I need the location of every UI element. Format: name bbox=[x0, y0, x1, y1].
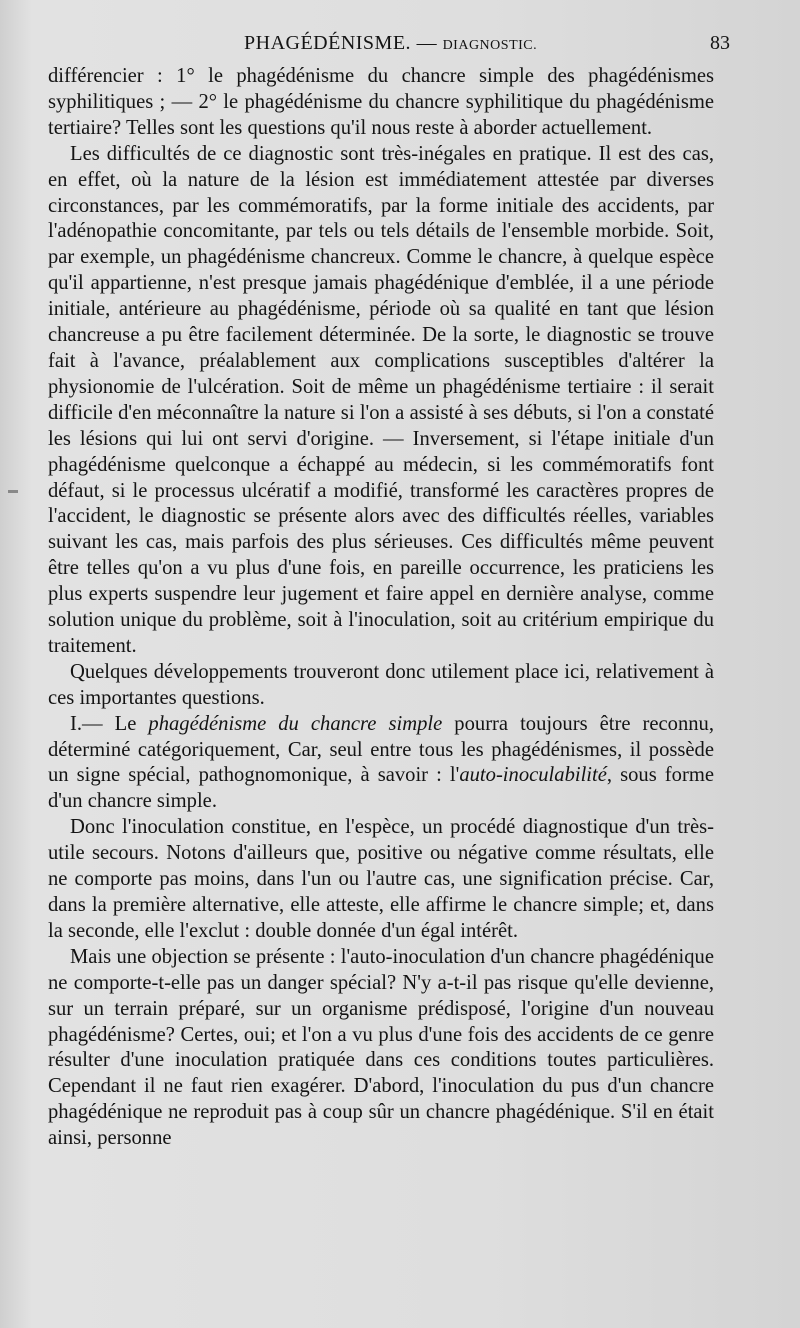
running-title-main: PHAGÉDÉNISME. bbox=[244, 32, 412, 54]
paragraph bbox=[48, 660, 714, 712]
margin-mark bbox=[8, 490, 18, 493]
running-title-subtitle: DIAGNOSTIC. bbox=[442, 38, 538, 53]
italic-text: auto-inoculabilité bbox=[459, 764, 607, 787]
paragraph bbox=[48, 142, 714, 660]
running-title-dash: — bbox=[411, 32, 443, 54]
paragraph bbox=[48, 712, 714, 816]
page-number: 83 bbox=[710, 32, 730, 54]
running-header bbox=[48, 30, 730, 60]
paragraph bbox=[48, 815, 714, 945]
paragraph-text: Les difficultés de ce diagnostic sont très-inégales en pratique. Il est des cas, en effet, où la nature de la lésion est immédiatement attestée par diverses circonstances, par les commémoratifs, par la forme initiale des accidents, par l'adénopathie concomitante, par tels ou tels détails de l'ensemble morbide. Soit, par exemple, un phagédénisme chancreux. Comme le chancre, à quelque espèce qu'il appartienne, n'est presque jamais phagédénique d'emblée, il a une période initiale, antérieure au phagédénisme, période où sa qualité en tant que lésion chancreuse a pu être facilement déterminée. De la sorte, le diagnostic se trouve fait à l'avance, préalablement aux complications susceptibles d'altérer la physionomie de l'ulcération. Soit de même un phagédénisme tertiaire : il serait difficile d'en méconnaître la nature si l'on a assisté à ses débuts, si l'on a constaté les lésions qui lui ont servi d'origine. — Inversement, si l'étape initiale d'un phagédénisme quelconque a échappé au médecin, si les commémoratifs font défaut, si le processus ulcératif a modifié, transformé les caractères propres de l'accident, le diagnostic se présente alors avec des difficultés réelles, variables suivant les cas, mais parfois des plus sérieuses. Ces difficultés même peuvent être telles qu'on a vu plus d'une fois, en pareille occurrence, les praticiens les plus experts suspendre leur jugement et faire appel en dernière analyse, comme solution unique du problème, soit à l'inoculation, soit au critérium empirique du traitement. bbox=[48, 142, 714, 657]
paragraph-text: I.— Le bbox=[70, 712, 149, 735]
paragraph-text: pourra toujours être reconnu, déterminé catégoriquement, Car, seul entre tous les phagédénismes, il possède un signe spécial, pathognomonique, à savoir : l' bbox=[48, 712, 714, 787]
running-title bbox=[244, 32, 537, 55]
paragraph-text: différencier : 1° le phagédénisme du chancre simple des phagédénismes syphilitiques ; — 2° le phagédénisme du chancre syphilitique du phagédénisme tertiaire? Telles sont les questions qu'il nous reste à aborder actuellement. bbox=[48, 65, 714, 139]
paragraph bbox=[48, 945, 714, 1152]
paragraph-text: Quelques développements trouveront donc utilement place ici, relativement à ces importantes questions. bbox=[48, 660, 714, 709]
body-text bbox=[48, 64, 714, 1152]
paragraph-text: , sous forme d'un chancre simple. bbox=[48, 764, 714, 813]
paragraph-text: Donc l'inoculation constitue, en l'espèce, un procédé diagnostique d'un très-utile secours. Notons d'ailleurs que, positive ou négative comme résultats, elle ne comporte pas moins, dans l'un ou l'autre cas, une signification précise. Car, dans la première alternative, elle atteste, elle affirme le chancre simple; et, dans la seconde, elle l'exclut : double donnée d'un égal intérêt. bbox=[48, 816, 714, 942]
italic-text: phagédénisme du chancre simple bbox=[148, 712, 443, 735]
paragraph bbox=[48, 64, 714, 142]
paragraph-text: Mais une objection se présente : l'auto-inoculation d'un chancre phagédénique ne comporte-t-elle pas un danger spécial? N'y a-t-il pas risque qu'elle devienne, sur un terrain préparé, sur un organisme prédisposé, l'origine d'un nouveau phagédénisme? Certes, oui; et l'on a vu plus d'une fois des accidents de ce genre résulter d'une inoculation pratiquée dans ces conditions toutes particulières. Cependant il ne faut rien exagérer. D'abord, l'inoculation du pus d'un chancre phagédénique ne reproduit pas à coup sûr un chancre phagédénique. S'il en était ainsi, personne bbox=[48, 945, 714, 1150]
